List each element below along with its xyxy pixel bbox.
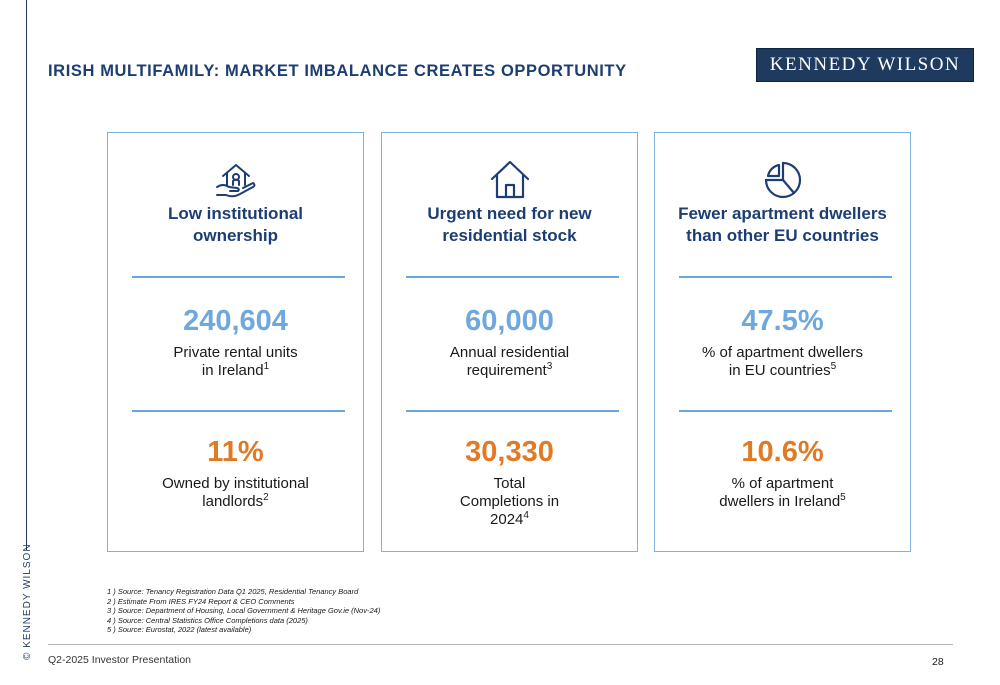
- page-number: 28: [932, 656, 944, 668]
- description-line: in EU countries: [728, 362, 831, 379]
- description-line: Private rental units: [173, 344, 298, 361]
- stat-description: [655, 475, 910, 511]
- house-icon: [382, 157, 637, 201]
- footnote: 4 ) Source: Central Statistics Office Completions data (2025): [107, 615, 308, 625]
- house-hand-icon: [108, 157, 363, 201]
- card-heading: [108, 203, 363, 247]
- heading-line: Fewer apartment dwellers: [678, 204, 887, 223]
- description-line: Completions in: [459, 493, 560, 510]
- heading-line: Low institutional: [167, 204, 304, 223]
- footnote: 2 ) Estimate From IRES FY24 Report & CEO Comments: [107, 596, 295, 606]
- description-line: in Ireland: [201, 362, 264, 379]
- description-line: landlords: [202, 493, 264, 510]
- divider: [679, 276, 892, 278]
- divider: [132, 276, 345, 278]
- card-apartment-dwellers: [654, 132, 911, 552]
- heading-line: Urgent need for new: [427, 204, 592, 223]
- card-heading: [655, 203, 910, 247]
- card-heading: [382, 203, 637, 247]
- description-line: requirement: [466, 362, 547, 379]
- stat-description: [108, 475, 363, 511]
- footnote-ref: 4: [523, 510, 529, 521]
- footer-divider: [48, 644, 953, 645]
- footnote-ref: 1: [263, 361, 270, 372]
- description-line: Annual residential: [449, 344, 570, 361]
- description-line: % of apartment dwellers: [702, 344, 863, 361]
- divider: [406, 410, 619, 412]
- description-line: dwellers in Ireland: [719, 493, 841, 510]
- description-line: 2024: [490, 511, 524, 528]
- heading-line: than other EU countries: [686, 226, 879, 245]
- footer-label: Q2-2025 Investor Presentation: [48, 654, 192, 666]
- footnote: 5 ) Source: Eurostat, 2022 (latest available): [107, 625, 252, 635]
- stat-description: [655, 344, 910, 380]
- divider: [679, 410, 892, 412]
- stat-description: [108, 344, 363, 380]
- side-copyright-text: © KENNEDY WILSON: [22, 543, 33, 660]
- stat-annual-requirement: 60,000: [465, 305, 554, 337]
- footnote: 3 ) Source: Department of Housing, Local Government & Heritage Gov.ie (Nov-24): [107, 606, 381, 616]
- footnote-ref: 5: [840, 492, 846, 503]
- description-line: Owned by institutional: [162, 475, 309, 492]
- stat-institutional-share: 11%: [207, 436, 264, 468]
- footnotes: [107, 587, 380, 635]
- card-residential-stock: [381, 132, 638, 552]
- divider: [406, 276, 619, 278]
- heading-line: residential stock: [442, 226, 577, 245]
- footnote-ref: 5: [830, 361, 837, 372]
- description-line: Total: [493, 475, 526, 492]
- pie-chart-icon: [655, 157, 910, 201]
- stat-eu-apartment-share: 47.5%: [741, 305, 824, 337]
- heading-line: ownership: [192, 226, 278, 245]
- stat-rental-units: 240,604: [183, 305, 288, 337]
- card-institutional-ownership: [107, 132, 364, 552]
- divider: [132, 410, 345, 412]
- page-title: IRISH MULTIFAMILY: MARKET IMBALANCE CREATES OPPORTUNITY: [48, 62, 627, 80]
- footnote-ref: 3: [546, 361, 553, 372]
- footnote-ref: 2: [263, 492, 269, 503]
- footnote: 1 ) Source: Tenancy Registration Data Q1 2025, Residential Tenancy Board: [107, 587, 359, 596]
- stat-description: [382, 475, 637, 529]
- description-line: % of apartment: [731, 475, 834, 492]
- kennedy-wilson-logo: KENNEDY WILSON: [756, 48, 974, 82]
- stat-completions: 30,330: [465, 436, 554, 468]
- stat-description: [382, 344, 637, 380]
- stat-ireland-apartment-share: 10.6%: [741, 436, 824, 468]
- left-rule: [26, 0, 27, 550]
